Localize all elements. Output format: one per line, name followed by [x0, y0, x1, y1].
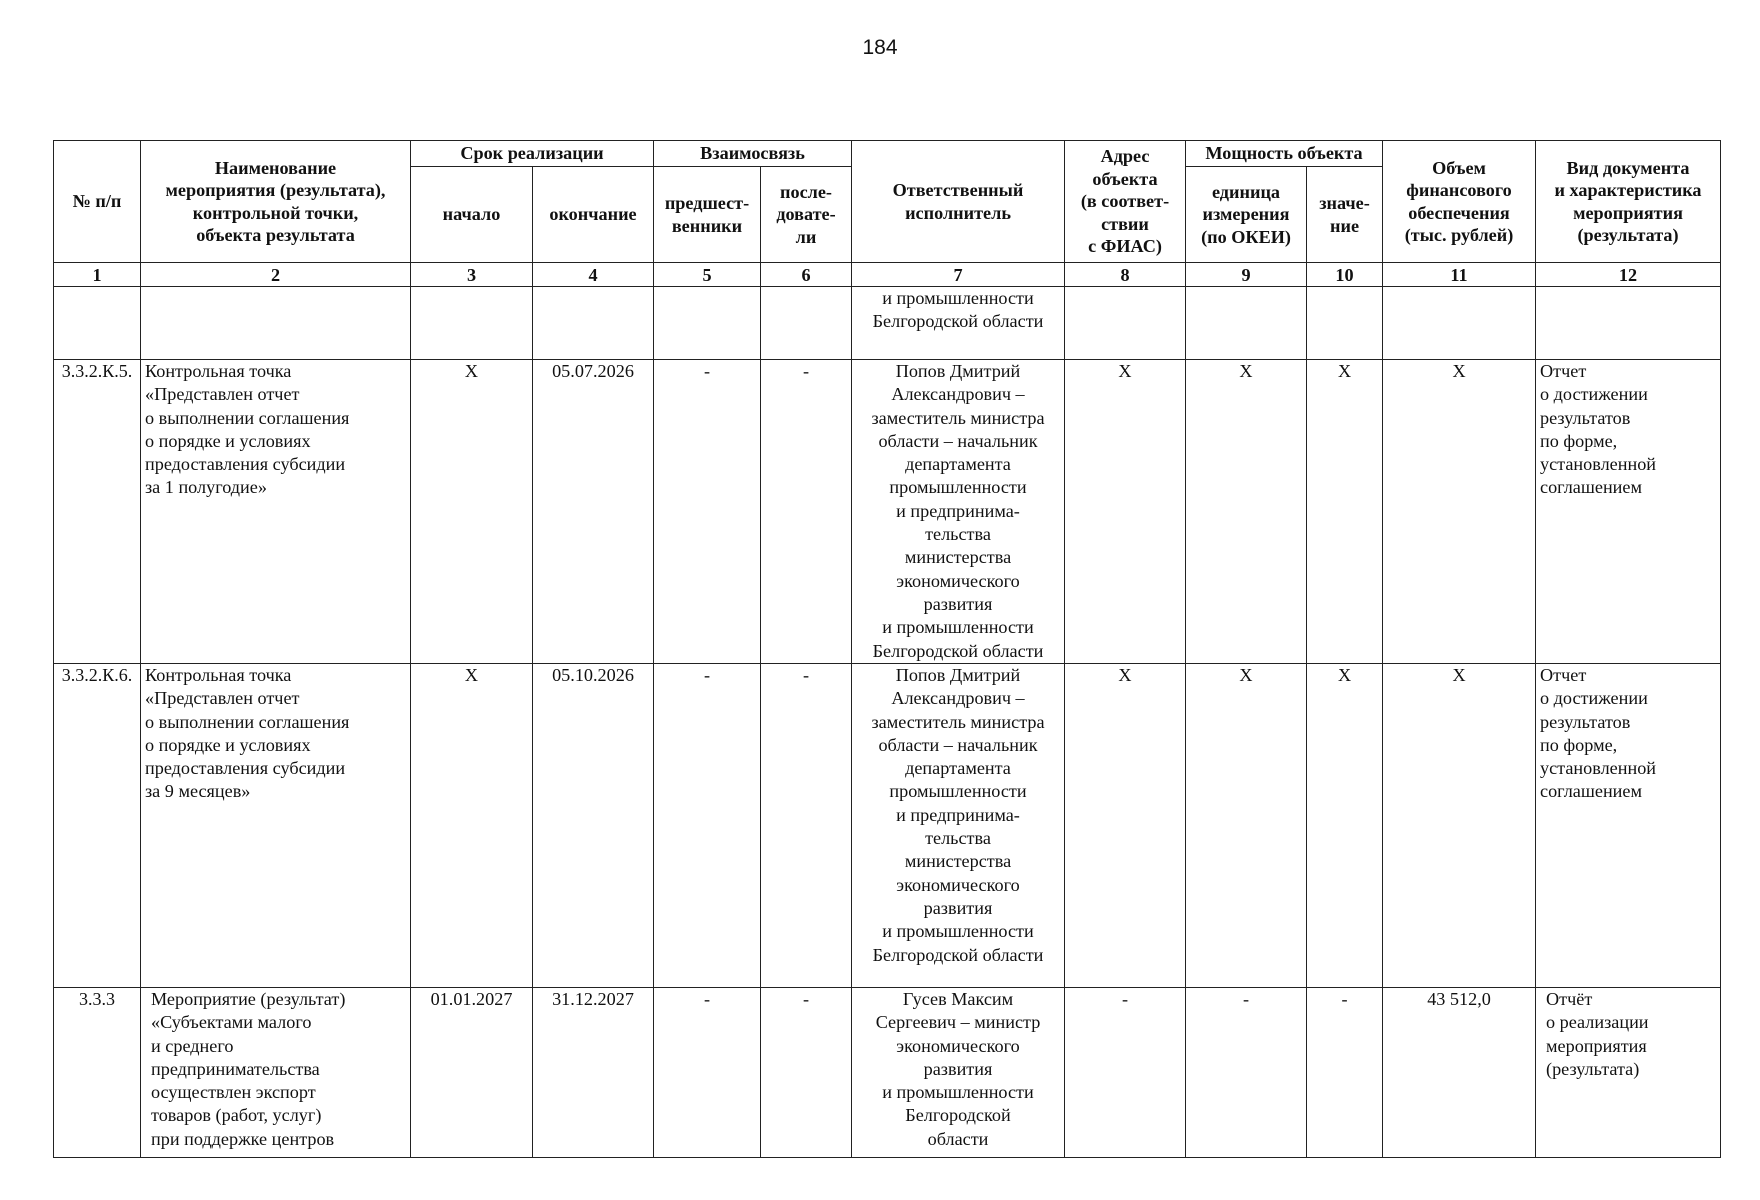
- cell-end: 31.12.2027: [533, 988, 654, 1158]
- column-number: 3: [411, 263, 533, 287]
- cell-value: -: [1307, 988, 1383, 1158]
- cell-num: 3.3.2.К.6.: [54, 664, 141, 988]
- cell-value: X: [1307, 664, 1383, 988]
- header-name: Наименование мероприятия (результата), контрольной точки, объекта результата: [141, 141, 411, 263]
- page-number: 184: [862, 36, 898, 59]
- header-start: начало: [411, 167, 533, 263]
- cell-address: X: [1065, 360, 1186, 664]
- cell-address: -: [1065, 988, 1186, 1158]
- column-number: 4: [533, 263, 654, 287]
- cell-unit: [1186, 287, 1307, 360]
- cell-finance: X: [1383, 664, 1536, 988]
- activities-table: [53, 140, 1721, 1158]
- column-number: 7: [852, 263, 1065, 287]
- cell-end: [533, 287, 654, 360]
- cell-start: 01.01.2027: [411, 988, 533, 1158]
- cell-num: 3.3.3: [54, 988, 141, 1158]
- cell-finance: [1383, 287, 1536, 360]
- cell-num: 3.3.2.К.5.: [54, 360, 141, 664]
- header-succ: после- довате- ли: [761, 167, 852, 263]
- cell-address: [1065, 287, 1186, 360]
- header-pred: предшест- венники: [654, 167, 761, 263]
- header-doc: Вид документа и характеристика мероприятия (результата): [1536, 141, 1721, 263]
- cell-succ: [761, 287, 852, 360]
- cell-unit: X: [1186, 664, 1307, 988]
- table-row: [54, 360, 1721, 664]
- cell-unit: -: [1186, 988, 1307, 1158]
- cell-end: 05.10.2026: [533, 664, 654, 988]
- cell-name: Мероприятие (результат) «Субъектами малого и среднего предпринимательства осуществлен экспорт товаров (работ, услуг) при поддержке центров: [141, 988, 411, 1158]
- column-number: 1: [54, 263, 141, 287]
- column-number: 9: [1186, 263, 1307, 287]
- cell-finance: 43 512,0: [1383, 988, 1536, 1158]
- header-end: окончание: [533, 167, 654, 263]
- cell-name: [141, 287, 411, 360]
- cell-value: X: [1307, 360, 1383, 664]
- column-number: 2: [141, 263, 411, 287]
- header-value: значе- ние: [1307, 167, 1383, 263]
- cell-doc: Отчет о достижении результатов по форме, установленной соглашением: [1536, 664, 1721, 988]
- header-unit: единица измерения (по ОКЕИ): [1186, 167, 1307, 263]
- cell-address: X: [1065, 664, 1186, 988]
- header-num: № п/п: [54, 141, 141, 263]
- header-capacity-group: Мощность объекта: [1186, 141, 1383, 167]
- cell-name: Контрольная точка «Представлен отчет о выполнении соглашения о порядке и условиях предоставления субсидии за 9 месяцев»: [141, 664, 411, 988]
- cell-start: X: [411, 360, 533, 664]
- cell-pred: [654, 287, 761, 360]
- cell-responsible: Гусев Максим Сергеевич – министр экономического развития и промышленности Белгородской области: [852, 988, 1065, 1158]
- cell-pred: -: [654, 360, 761, 664]
- cell-finance: X: [1383, 360, 1536, 664]
- column-number: 5: [654, 263, 761, 287]
- column-number: 6: [761, 263, 852, 287]
- cell-num: [54, 287, 141, 360]
- cell-unit: X: [1186, 360, 1307, 664]
- cell-value: [1307, 287, 1383, 360]
- header-term-group: Срок реализации: [411, 141, 654, 167]
- header-responsible: Ответственный исполнитель: [852, 141, 1065, 263]
- cell-doc: [1536, 287, 1721, 360]
- cell-responsible: и промышленности Белгородской области: [852, 287, 1065, 360]
- column-number: 10: [1307, 263, 1383, 287]
- column-number: 12: [1536, 263, 1721, 287]
- cell-start: [411, 287, 533, 360]
- cell-responsible: Попов Дмитрий Александрович – заместитель министра области – начальник департамента промышленности и предпринима- тельства министерства экономического развития и промышленности Белгородской области: [852, 360, 1065, 664]
- cell-succ: -: [761, 664, 852, 988]
- column-number: 11: [1383, 263, 1536, 287]
- table-row: [54, 287, 1721, 360]
- header-finance: Объем финансового обеспечения (тыс. рублей): [1383, 141, 1536, 263]
- cell-name: Контрольная точка «Представлен отчет о выполнении соглашения о порядке и условиях предоставления субсидии за 1 полугодие»: [141, 360, 411, 664]
- table-row: [54, 988, 1721, 1158]
- table-row: [54, 664, 1721, 988]
- header-link-group: Взаимосвязь: [654, 141, 852, 167]
- cell-succ: -: [761, 360, 852, 664]
- cell-pred: -: [654, 988, 761, 1158]
- header-address: Адрес объекта (в соответ- ствии с ФИАС): [1065, 141, 1186, 263]
- cell-start: X: [411, 664, 533, 988]
- cell-doc: Отчёт о реализации мероприятия (результата): [1536, 988, 1721, 1158]
- cell-succ: -: [761, 988, 852, 1158]
- cell-pred: -: [654, 664, 761, 988]
- header-row-1: [54, 141, 1721, 167]
- cell-responsible: Попов Дмитрий Александрович – заместитель министра области – начальник департамента промышленности и предпринима- тельства министерства экономического развития и промышленности Белгородской области: [852, 664, 1065, 988]
- column-number: 8: [1065, 263, 1186, 287]
- column-numbers-row: [54, 263, 1721, 287]
- cell-end: 05.07.2026: [533, 360, 654, 664]
- cell-doc: Отчет о достижении результатов по форме, установленной соглашением: [1536, 360, 1721, 664]
